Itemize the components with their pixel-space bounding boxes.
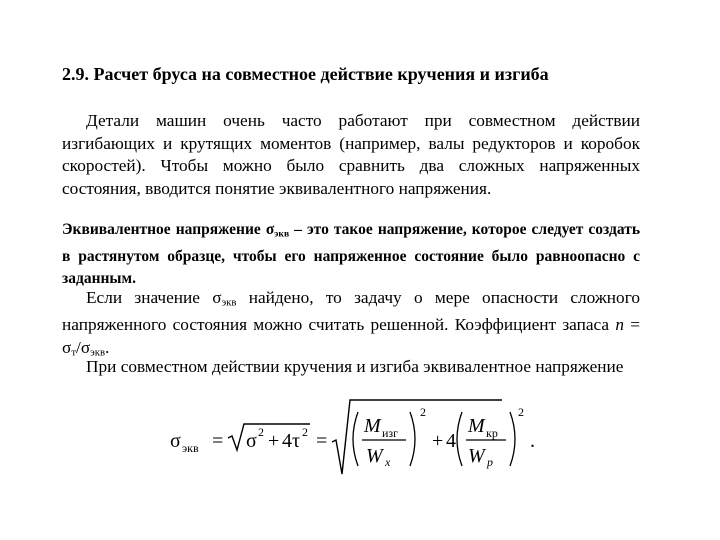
eq-den1-sub: x [385, 455, 391, 469]
paragraph-combined-text: При совместном действии кручения и изгиба эквивалентное напряжение [86, 357, 624, 376]
eq-four-1: 4 [282, 430, 292, 452]
eq-plus-2: + [432, 430, 444, 452]
equation-svg [170, 398, 550, 478]
eq-sq-1: 2 [258, 425, 264, 439]
paren-right-2 [510, 412, 515, 466]
safety-end: . [105, 337, 110, 357]
eq-four-2: 4 [446, 430, 456, 452]
paragraph-safety-factor [62, 287, 640, 364]
eq-plus-1: + [268, 430, 280, 452]
paren-left-1 [353, 412, 358, 466]
sigma-symbol: σ [265, 221, 275, 238]
eq-den2-sub: p [487, 455, 493, 469]
eq-end-dot: . [530, 430, 535, 452]
eq-tau: τ [292, 430, 301, 452]
sigma-symbol: σ [212, 288, 222, 307]
paren-right-1 [410, 412, 415, 466]
eq-equals-1: = [212, 430, 224, 452]
safety-text-middle: найдено, то задачу о мере опасности сложного напряженного состояния можно считать решенной. Коэффициент запаса [62, 288, 640, 335]
safety-sub-ekv: экв [90, 346, 106, 359]
eq-den1: W [366, 445, 383, 467]
safety-text-start: Если значение [86, 288, 213, 307]
paragraph-intro-text: Детали машин очень часто работают при совместном действии изгибающих и крутящих моментов (например, валы редукторов и коробок скоростей). Чтобы можно было сравнить два сложных напряженных состояния, вводится понятие эквивалентного напряжения. [62, 111, 640, 198]
eq-num1-sub: изг [382, 426, 399, 440]
sigma-subscript: экв [221, 296, 237, 309]
eq-sq-2: 2 [302, 425, 308, 439]
eq-lhs-sigma: σ [170, 430, 181, 452]
paren-left-2 [457, 412, 462, 466]
section-title: 2.9. Расчет бруса на совместное действие кручения и изгиба [62, 64, 549, 84]
eq-num1: M [364, 415, 381, 437]
eq-num2-sub: кр [486, 426, 498, 440]
equivalent-stress-equation [170, 398, 550, 478]
eq-equals-2: = [316, 430, 328, 452]
safety-eq: = σ [62, 315, 640, 357]
paragraph-definition [62, 219, 640, 291]
safety-sub-t: т [71, 346, 77, 359]
eq-num2: M [468, 415, 485, 437]
eq-sq-3: 2 [420, 405, 426, 419]
definition-text-start: Эквивалентное напряжение [62, 221, 266, 238]
paragraph-intro [62, 110, 640, 200]
safety-n: n [615, 315, 624, 335]
eq-den2: W [468, 445, 485, 467]
eq-lhs-sub: экв [182, 441, 199, 455]
sigma-subscript: экв [274, 228, 290, 240]
eq-sigma: σ [246, 430, 257, 452]
paragraph-combined [62, 356, 640, 379]
definition-text-end: – это такое напряжение, которое следует создать в растянутом образце, чтобы его напряженное состояние было равноопасно с заданным. [62, 221, 641, 288]
safety-div: /σ [76, 337, 91, 357]
eq-sq-4: 2 [518, 405, 524, 419]
